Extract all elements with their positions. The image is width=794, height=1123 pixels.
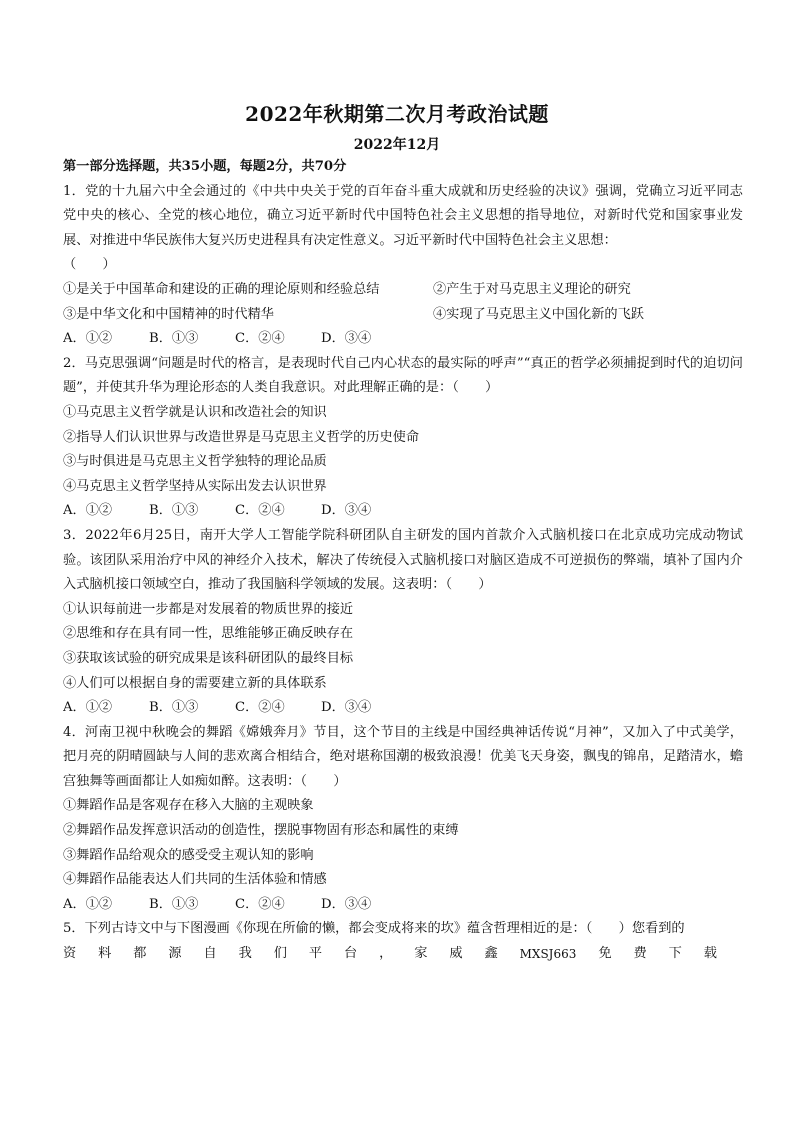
option-1: ①舞蹈作品是客观存在移入大脑的主观映象 <box>63 798 314 814</box>
option-4: ④舞蹈作品能表达人们共同的生活体验和情感 <box>63 872 327 888</box>
watermark-char: 料 <box>98 946 112 962</box>
watermark-char: 威 <box>449 946 463 962</box>
option-3: ③是中华文化和中国精神的时代精华 <box>63 306 274 322</box>
question-5-stem: 5．下列古诗文中与下图漫画《你现在所偷的懒，都会变成将来的坎》蕴含哲理相近的是：（ ）您看到的 <box>63 921 685 937</box>
watermark-char: 都 <box>133 946 147 962</box>
answer-d: D．③④ <box>321 331 372 347</box>
option-2: ②产生于对马克思主义理论的研究 <box>433 281 631 297</box>
watermark-char: 免 <box>598 946 612 962</box>
option-2: ②思维和存在具有同一性，思维能够正确反映存在 <box>63 626 354 642</box>
watermark-char: 鑫 <box>484 946 498 962</box>
question-1-options-row-2 <box>63 303 743 328</box>
watermark-char: 我 <box>238 946 252 962</box>
question-4-stem: 4．河南卫视中秋晚会的舞蹈《嫦娥奔月》节目，这个节目的主线是中国经典神话传说“月神”，又加入了中式美学，把月亮的阴晴圆缺与人间的悲欢离合相结合，绝对堪称国潮的极致浪漫！优美飞天身姿，飘曳的锦帛，足踏清水，蟾宫独舞等画面都让人如痴如醉。这表明：（ ） <box>63 724 743 789</box>
watermark-char: 源 <box>168 946 182 962</box>
question-3-answers <box>63 696 743 721</box>
watermark-char: 自 <box>203 946 217 962</box>
answer-a: A．①② <box>63 700 113 716</box>
option-2: ②指导人们认识世界与改造世界是马克思主义哲学的历史使命 <box>63 429 420 445</box>
question-1-options-row-1 <box>63 278 743 303</box>
answer-d: D．③④ <box>321 503 372 519</box>
answer-a: A．①② <box>63 503 113 519</box>
watermark-line <box>63 942 743 967</box>
option-3: ③获取该试验的研究成果是该科研团队的最终目标 <box>63 650 354 666</box>
option-1: ①马克思主义哲学就是认识和改造社会的知识 <box>63 404 327 420</box>
answer-a: A．①② <box>63 331 113 347</box>
answer-b: B．①③ <box>149 331 199 347</box>
option-1: ①认识每前进一步都是对发展着的物质世界的接近 <box>63 601 354 617</box>
answer-c: C．②④ <box>235 896 285 912</box>
watermark-char: 下 <box>668 946 682 962</box>
option-4: ④实现了马克思主义中国化新的飞跃 <box>433 306 644 322</box>
answer-c: C．②④ <box>235 503 285 519</box>
watermark-char: 载 <box>703 946 717 962</box>
question-1-stem: 1．党的十九届六中全会通过的《中共中央关于党的百年奋斗重大成就和历史经验的决议》强调，党确立习近平同志党中央的核心、全党的核心地位，确立习近平新时代中国特色社会主义思想的指导地位，对新时代党和国家事业发展、对推进中华民族伟大复兴历史进程具有决定性意义。习近平新时代中国特色社会主义思想： <box>63 183 743 248</box>
watermark-code: MXSJ663 <box>519 947 577 962</box>
section-heading: 第一部分选择题，共35小题，每题2分，共70分 <box>63 159 347 174</box>
answer-b: B．①③ <box>149 503 199 519</box>
answer-c: C．②④ <box>235 700 285 716</box>
option-1: ①是关于中国革命和建设的正确的理论原则和经验总结 <box>63 281 380 297</box>
option-4: ④人们可以根据自身的需要建立新的具体联系 <box>63 675 327 691</box>
answer-b: B．①③ <box>149 700 199 716</box>
exam-date: 2022年12月 <box>353 137 441 153</box>
option-4: ④马克思主义哲学坚持从实际出发去认识世界 <box>63 478 327 494</box>
answer-b: B．①③ <box>149 896 199 912</box>
exam-content <box>63 155 743 967</box>
question-3-stem: 3．2022年6月25日，南开大学人工智能学院科研团队自主研发的国内首款介入式脑机接口在北京成功完成动物试验。该团队采用治疗中风的神经介入技术，解决了传统侵入式脑机接口对脑区造成不可逆损伤的弊端，填补了国内介入式脑机接口领域空白，推动了我国脑科学领域的发展。这表明：（ ） <box>63 527 743 593</box>
watermark-char: 费 <box>633 946 647 962</box>
option-3: ③舞蹈作品给观众的感受受主观认知的影响 <box>63 847 314 863</box>
question-1-blank: （ ） <box>63 257 116 273</box>
question-1-answers <box>63 327 743 352</box>
option-3: ③与时俱进是马克思主义哲学独特的理论品质 <box>63 454 327 470</box>
watermark-char: 们 <box>273 946 287 962</box>
answer-d: D．③④ <box>321 700 372 716</box>
watermark-char: 台 <box>344 946 358 962</box>
answer-d: D．③④ <box>321 896 372 912</box>
watermark-char: 平 <box>308 946 323 962</box>
answer-c: C．②④ <box>235 331 285 347</box>
question-4-answers <box>63 893 743 918</box>
option-2: ②舞蹈作品发挥意识活动的创造性，摆脱事物固有形态和属性的束缚 <box>63 823 459 839</box>
page-title: 2022年秋期第二次月考政治试题 <box>245 102 549 126</box>
answer-a: A．①② <box>63 896 113 912</box>
question-2-answers <box>63 499 743 524</box>
watermark-char: 资 <box>63 946 77 962</box>
watermark-char: ， <box>379 946 393 962</box>
watermark-char: 家 <box>414 946 428 962</box>
question-2-stem: 2．马克思强调“问题是时代的格言，是表现时代自己内心状态的最实际的呼声”“真正的哲学必须捕捉到时代的迫切问题”，并使其升华为理论形态的人类自我意识。对此理解正确的是：（ ） <box>63 355 743 396</box>
